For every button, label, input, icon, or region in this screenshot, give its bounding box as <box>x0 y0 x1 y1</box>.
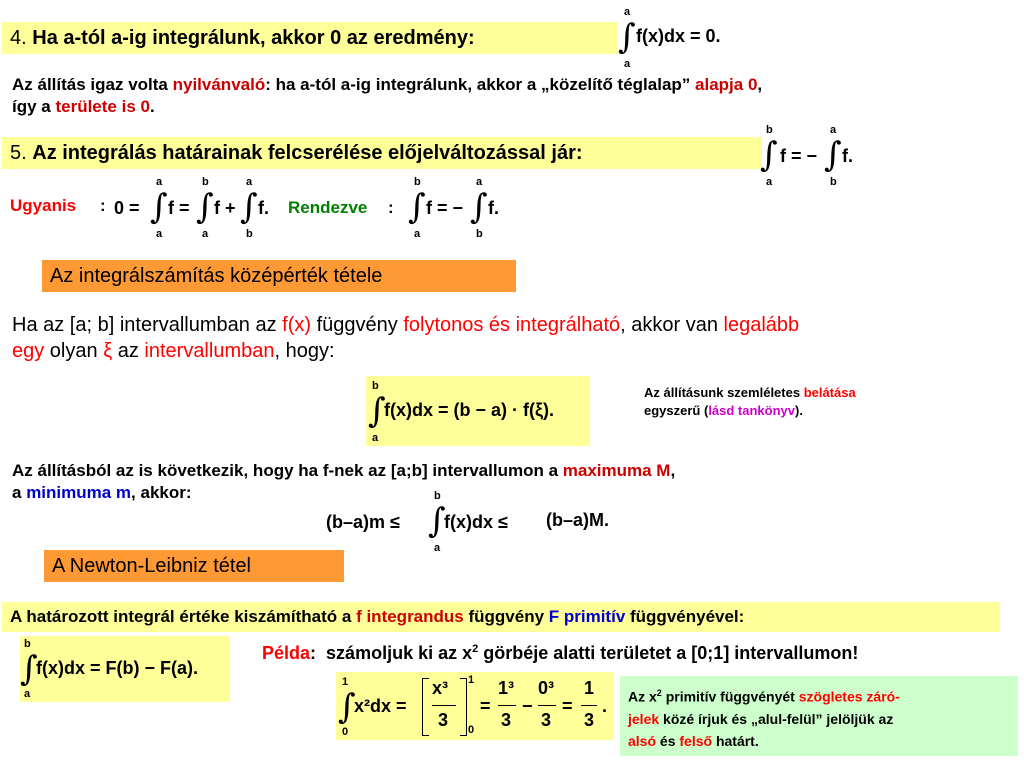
upper-limit: a <box>156 176 163 188</box>
mvt-text <box>12 312 1020 364</box>
text: Az állítás igaz volta <box>12 75 173 94</box>
formula-part: f = − <box>426 198 464 218</box>
text-emph: szögletes záró- <box>798 688 900 705</box>
upper-limit: b <box>372 380 379 392</box>
text: , akkor van <box>620 314 724 336</box>
nl-title: A Newton-Leibniz tétel <box>52 555 252 577</box>
text-emph: belátása <box>803 385 856 400</box>
mvt-formula <box>366 376 590 446</box>
text: egyszerű ( <box>644 403 709 418</box>
fraction-numerator: 1 <box>584 678 595 698</box>
superscript: 2 <box>472 643 479 655</box>
mvt-header <box>42 260 516 292</box>
section4-number: 4. <box>10 27 27 49</box>
formula-part: f(x)dx ≤ <box>444 512 508 532</box>
section5-header <box>2 137 762 169</box>
integral-sign: ∫ <box>368 391 386 431</box>
upper-limit: b <box>434 490 441 502</box>
text: , <box>757 75 763 94</box>
minus: − <box>522 696 533 716</box>
upper-limit: a <box>624 6 631 18</box>
text-emph: F primitív <box>548 607 626 626</box>
lower-limit: a <box>156 228 163 240</box>
integral-sign: ∫ <box>150 187 168 227</box>
formula-part: f. <box>842 146 853 166</box>
text: : ha a-tól a-ig integrálunk, akkor a „közelítő téglalap” <box>265 75 696 94</box>
text-emph: ξ <box>103 340 113 362</box>
period: . <box>602 696 608 716</box>
nl-header <box>44 550 344 582</box>
text: közé írjuk és „alul-felül” jelöljük az <box>659 710 894 727</box>
upper-limit: 1 <box>342 676 349 688</box>
text: Ha az [a; b] intervallumban az <box>12 314 283 336</box>
text-emph: folytonos és integrálható <box>403 314 621 336</box>
text-emph: felső <box>679 732 713 749</box>
upper-limit: a <box>476 176 483 188</box>
equals: = <box>480 696 491 716</box>
integral-sign: ∫ <box>618 17 636 57</box>
right-bracket <box>460 678 467 736</box>
text: primitív függvényét <box>661 688 799 705</box>
fraction-denominator: 3 <box>584 710 595 730</box>
fraction-bar <box>581 705 597 706</box>
lower-limit: 0 <box>342 726 349 738</box>
section5-number: 5. <box>10 142 27 164</box>
upper-limit: b <box>202 176 209 188</box>
text-emph: egy <box>12 340 45 362</box>
text-emph: minimuma m <box>26 483 132 502</box>
fraction-numerator: 1³ <box>498 678 515 698</box>
ugyanis-row <box>10 176 510 242</box>
text: az <box>112 340 145 362</box>
pelda-label: Példa <box>262 643 311 663</box>
text-emph: f integrandus <box>356 607 464 626</box>
text-emph: legalább <box>723 314 800 336</box>
nl-statement <box>2 602 1000 632</box>
pelda-line <box>262 638 1022 664</box>
integral-sign: ∫ <box>428 501 446 541</box>
integral-sign: ∫ <box>408 187 426 227</box>
upper-limit: a <box>830 124 837 136</box>
fraction-numerator: x³ <box>432 678 449 698</box>
formula-part: f + <box>214 198 236 218</box>
lower-limit: a <box>24 688 31 700</box>
fraction-denominator: 3 <box>438 710 449 730</box>
formula-part: (b–a)m ≤ <box>326 512 400 532</box>
text-emph: nyilvánvaló <box>172 75 266 94</box>
lower-limit: a <box>414 228 421 240</box>
section5-title: Az integrálás határainak felcserélése előjelváltozással jár: <box>32 142 583 164</box>
text-emph: lásd tankönyv <box>708 403 796 418</box>
lower-limit: a <box>624 58 631 70</box>
formula-body: f(x)dx = F(b) − F(a). <box>36 658 198 678</box>
lower-limit: a <box>434 542 441 554</box>
formula-part: x²dx = <box>354 696 407 716</box>
lower-limit: a <box>372 432 379 444</box>
formula-part: 0 = <box>114 198 140 218</box>
equals: = <box>562 696 573 716</box>
formula-body: f(x)dx = (b − a) · f(ξ). <box>384 400 555 420</box>
colon: : <box>100 196 106 215</box>
section5-formula <box>760 124 880 190</box>
text: ). <box>795 403 803 418</box>
formula-part: f. <box>488 198 499 218</box>
upper-limit: b <box>766 124 773 136</box>
text: olyan <box>44 340 104 362</box>
upper-limit: b <box>24 638 31 650</box>
left-bracket <box>422 678 429 736</box>
nl-formula <box>20 636 230 702</box>
text-emph: területe is 0 <box>55 97 150 116</box>
integral-sign: ∫ <box>824 135 842 175</box>
rendezve-label: Rendezve <box>288 198 368 217</box>
fraction-denominator: 3 <box>541 710 552 730</box>
formula-part: (b–a)M. <box>546 510 609 530</box>
formula-part: f = <box>168 198 190 218</box>
text: határt. <box>712 732 759 749</box>
text: Az állításunk szemléletes <box>644 385 804 400</box>
text: így a <box>12 97 56 116</box>
lower-limit: b <box>476 228 483 240</box>
colon: : <box>388 198 394 217</box>
fraction-bar <box>432 705 456 706</box>
text-emph: f(x) <box>282 314 312 336</box>
text: , hogy: <box>274 340 335 362</box>
text: a <box>12 483 27 502</box>
example-formula <box>336 672 614 740</box>
text: és <box>656 732 680 749</box>
ugyanis-label: Ugyanis <box>10 196 77 215</box>
text: A határozott integrál értéke kiszámítható a <box>10 607 357 626</box>
formula-part: f = − <box>780 146 818 166</box>
upper-limit: b <box>414 176 421 188</box>
text-emph: intervallumban <box>144 340 275 362</box>
text-emph: alsó <box>628 732 657 749</box>
lower-limit: a <box>766 176 773 188</box>
text-emph: jelek <box>628 710 660 727</box>
upper-limit: a <box>246 176 253 188</box>
section4-formula <box>618 6 768 72</box>
text: , <box>670 461 676 480</box>
superscript: 2 <box>656 688 662 698</box>
colon: : <box>310 643 317 663</box>
text: Az x <box>628 688 657 705</box>
integral-sign: ∫ <box>338 687 356 727</box>
integral-sign: ∫ <box>470 187 488 227</box>
mvt-inequality <box>326 490 646 556</box>
fraction-bar <box>538 705 556 706</box>
text-emph: maximuma M <box>562 461 671 480</box>
example-note <box>620 676 1018 756</box>
integral-sign: ∫ <box>760 135 778 175</box>
text: függvény <box>463 607 549 626</box>
text: függvényével: <box>625 607 745 626</box>
text: számoljuk ki az x <box>326 643 473 663</box>
mvt-note <box>644 384 1014 420</box>
integral-sign: ∫ <box>20 649 38 689</box>
lower-limit: a <box>202 228 209 240</box>
text: , akkor: <box>131 483 192 502</box>
mvt-title: Az integrálszámítás középérték tétele <box>50 265 383 287</box>
section4-title: Ha a-tól a-ig integrálunk, akkor 0 az eredmény: <box>32 27 475 49</box>
formula-body: f(x)dx = 0. <box>636 26 721 46</box>
text: görbéje alatti területet a [0;1] intervallumon! <box>478 643 859 663</box>
text: Az állításból az is következik, hogy ha f-nek az [a;b] intervallumon a <box>12 461 563 480</box>
integral-sign: ∫ <box>240 187 258 227</box>
fraction-numerator: 0³ <box>538 678 555 698</box>
formula-part: f. <box>258 198 269 218</box>
bracket-lower-limit: 0 <box>468 724 475 736</box>
lower-limit: b <box>830 176 837 188</box>
integral-sign: ∫ <box>196 187 214 227</box>
bracket-upper-limit: 1 <box>468 674 475 686</box>
text: . <box>149 97 155 116</box>
fraction-denominator: 3 <box>501 710 512 730</box>
fraction-bar <box>498 705 516 706</box>
section4-text <box>12 74 1017 118</box>
section4-header <box>2 22 618 54</box>
text-emph: alapja 0 <box>695 75 758 94</box>
lower-limit: b <box>246 228 253 240</box>
text: függvény <box>311 314 404 336</box>
